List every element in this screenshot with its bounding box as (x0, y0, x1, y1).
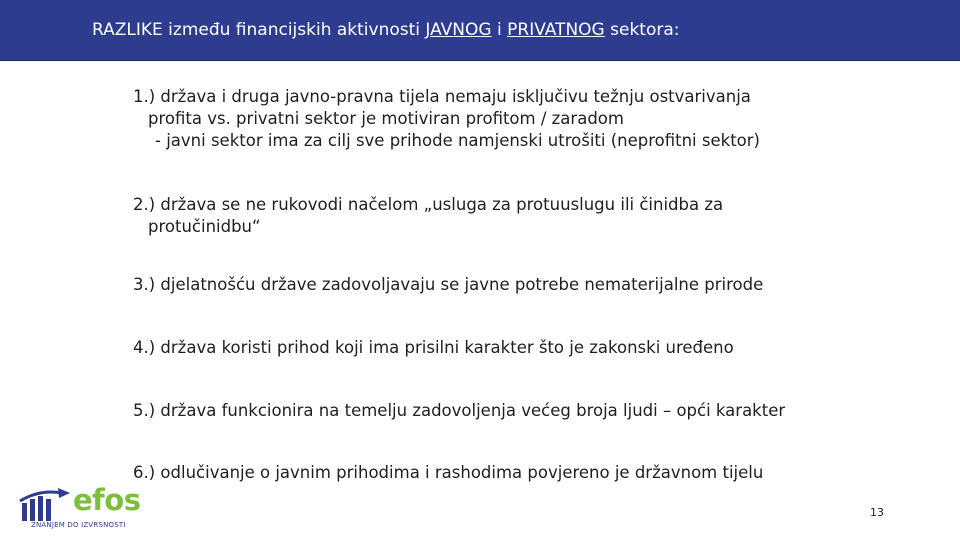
item-1-line2: profita vs. privatni sektor je motiviran profitom / zaradom (148, 109, 624, 128)
item-3-text: 3.) djelatnošću države zadovoljavaju se javne potrebe nematerijalne prirode (133, 275, 764, 294)
slide-title (92, 20, 679, 40)
item-2-line1: 2.) država se ne rukovodi načelom „usluga za protuuslugu ili činidba za (133, 195, 724, 214)
item-4-text: 4.) država koristi prihod koji ima prisilni karakter što je zakonski uređeno (133, 338, 734, 357)
item-1-subpoint: - javni sektor ima za cilj sve prihode namjenski utrošiti (neprofitni sektor) (155, 131, 760, 150)
efos-logo (18, 483, 148, 532)
logo-tagline: ZNANJEM DO IZVRSNOSTI (31, 521, 126, 529)
list-item-3 (133, 274, 763, 296)
title-conjunction: i (491, 20, 508, 40)
item-1-line1: 1.) država i druga javno-pravna tijela nemaju isključivu težnju ostvarivanja (133, 87, 751, 106)
item-2-line2: protučinidbu“ (148, 217, 261, 236)
logo-wordmark: efos (73, 483, 141, 517)
list-item-1 (133, 86, 760, 152)
title-text: RAZLIKE između financijskih aktivnosti (92, 20, 426, 40)
title-privatnog: PRIVATNOG (507, 20, 605, 40)
title-javnog: JAVNOG (425, 20, 492, 40)
title-end: sektora: (604, 20, 680, 40)
page-number: 13 (870, 506, 884, 519)
list-item-5 (133, 400, 785, 422)
list-item-6 (133, 462, 763, 484)
item-6-text: 6.) odlučivanje o javnim prihodima i rashodima povjereno je državnom tijelu (133, 463, 764, 482)
bar-chart-arrow-icon (18, 487, 74, 523)
list-item-4 (133, 337, 734, 359)
title-bar (0, 0, 960, 61)
list-item-2 (133, 194, 723, 238)
item-5-text: 5.) država funkcionira na temelju zadovoljenja većeg broja ljudi – opći karakter (133, 401, 786, 420)
